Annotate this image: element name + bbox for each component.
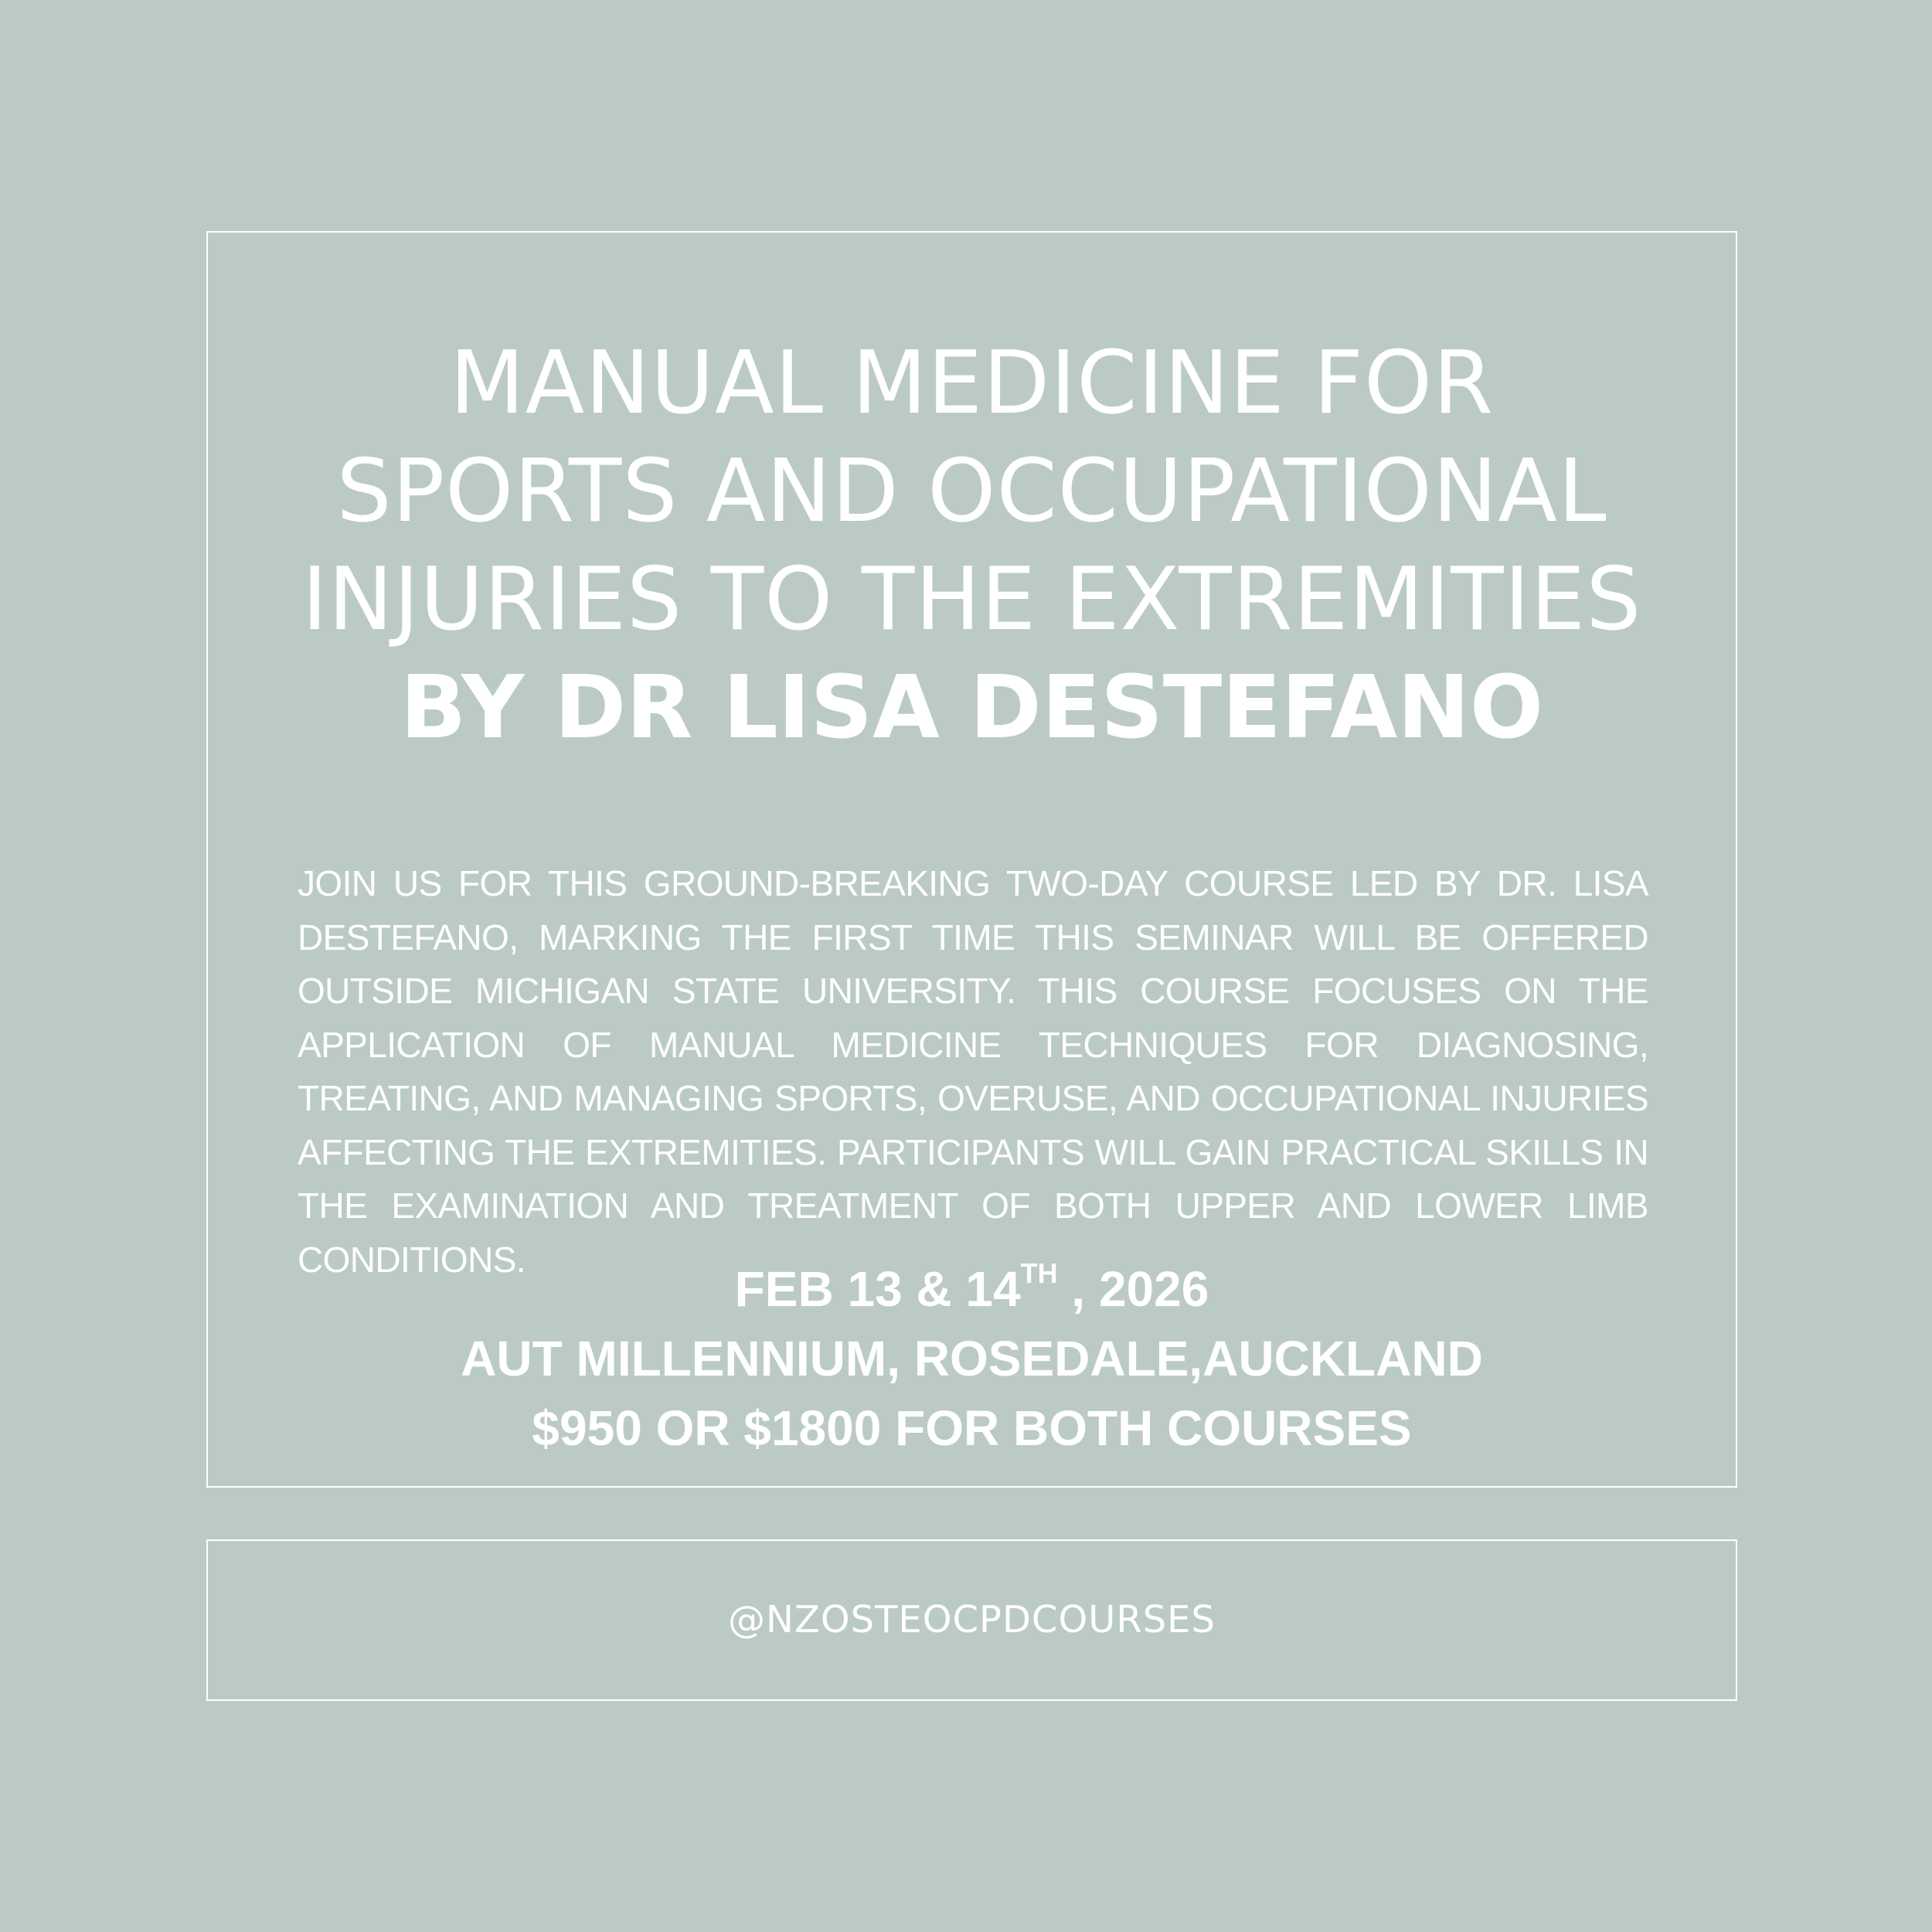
- course-date-prefix: FEB 13 & 14: [734, 1261, 1021, 1317]
- course-date-year: , 2026: [1057, 1261, 1209, 1317]
- course-info-frame: [206, 231, 1737, 1488]
- course-title-line-1: MANUAL MEDICINE FOR: [449, 333, 1495, 434]
- course-price: $950 OR $1800 FOR BOTH COURSES: [532, 1400, 1412, 1456]
- course-title: [208, 329, 1736, 654]
- course-date-ordinal: TH: [1020, 1257, 1058, 1289]
- social-handle: @NZOSTEOCPDCOURSES: [728, 1598, 1216, 1641]
- course-description: JOIN US FOR THIS GROUND-BREAKING TWO-DAY COURSE LED BY DR. LISA DESTEFANO, MARKING THE FIRST TIME THIS SEMINAR WILL BE OFFERED OUTSIDE MICHIGAN STATE UNIVERSITY. THIS COURSE FOCUSES ON THE APPLICATION OF MANUAL MEDICINE TECHNIQUES FOR DIAGNOSING, TREATING, AND MANAGING SPORTS, OVERUSE, AND OCCUPATIONAL INJURIES AFFECTING THE EXTREMITIES. PARTICIPANTS WILL GAIN PRACTICAL SKILLS IN THE EXAMINATION AND TREATMENT OF BOTH UPPER AND LOWER LIMB CONDITIONS.: [298, 863, 1648, 1280]
- course-title-line-2: SPORTS AND OCCUPATIONAL: [336, 441, 1607, 542]
- course-date: [208, 1254, 1736, 1324]
- social-handle-frame: [206, 1539, 1737, 1701]
- course-title-line-3: INJURIES TO THE EXTREMITIES: [301, 549, 1642, 650]
- course-author: BY DR LISA DESTEFANO: [400, 658, 1544, 758]
- course-details: [208, 1254, 1736, 1463]
- course-venue: AUT MILLENNIUM, ROSEDALE,AUCKLAND: [461, 1331, 1483, 1386]
